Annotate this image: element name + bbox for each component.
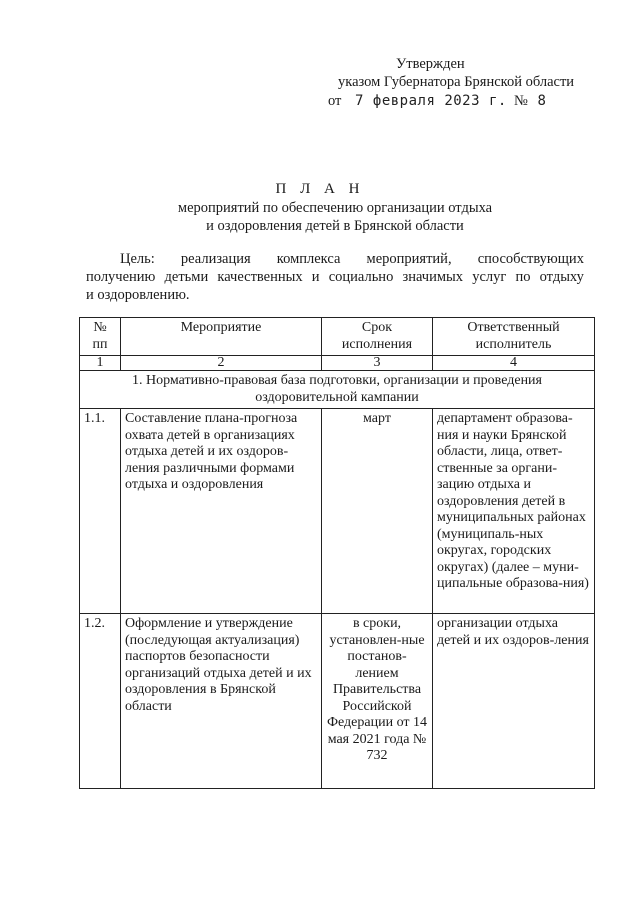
goal-word: получению [86,269,156,285]
table-row [80,614,595,789]
header-term-line1: Срок [361,320,393,335]
goal-line-2 [86,268,584,286]
header-num [80,318,121,356]
row-activity: Составление плана-прогноза охвата детей в организациях отдыха детей и их оздоров-ления различными формами отдыха и оздоровления [121,409,322,614]
approval-number-line [514,93,546,110]
goal-word: способствующих [477,251,584,267]
goal-word: значимых [402,269,464,285]
approval-number-label: № [514,93,528,109]
header-activity: Мероприятие [121,318,322,356]
goal-word: по [515,269,531,285]
header-responsible [433,318,595,356]
row-number: 1.2. [80,614,121,789]
header-num-line2: пп [92,336,108,352]
goal-paragraph [86,250,584,304]
header-term-line2: исполнения [341,336,413,352]
table-row [80,409,595,614]
row-number: 1.1. [80,409,121,614]
header-num-line1: № [93,320,107,335]
goal-word: мероприятий, [366,251,452,267]
table-section-row [80,371,595,409]
plan-table [79,317,595,789]
document-subtitle-line2: и оздоровления детей в Брянской области [206,218,464,234]
goal-word: услуг [472,269,507,285]
approval-decree: указом Губернатора Брянской области [338,74,575,90]
approval-number: 8 [537,93,547,109]
index-cell-2: 2 [121,356,322,371]
index-cell-3: 3 [322,356,433,371]
goal-line-3: и оздоровлению. [86,287,190,303]
goal-line-1 [86,250,584,268]
goal-word: реализация [180,251,251,267]
goal-word: и [311,269,320,285]
approval-title: Утвержден [396,56,465,72]
header-term [322,318,433,356]
row-activity: Оформление и утверждение (последующая актуализация) паспортов безопасности организаций отдыха детей и их оздоровления в Брянской области [121,614,322,789]
row-term: в сроки, установлен-ные постанов-лением Правительства Российской Федерации от 14 мая 2021 года № 732 [322,614,433,789]
document-subtitle-line1: мероприятий по обеспечению организации отдыха [177,200,493,216]
section-title-line1: 1. Нормативно-правовая база подготовки, организации и проведения [132,373,542,388]
goal-word: социально [328,269,394,285]
row-responsible: организации отдыха детей и их оздоров-ления [433,614,595,789]
goal-word: отдыху [539,269,584,285]
table-header-row [80,318,595,356]
row-responsible: департамент образова-ния и науки Брянской области, лица, ответ-ственные за органи-зацию отдыха и оздоровления детей в муниципальных районах (муниципаль-ных округах, городских округах) (далее – муни-ципальные образова-ния) [433,409,595,614]
approval-date-line [328,93,507,110]
index-cell-1: 1 [80,356,121,371]
header-resp-line1: Ответственный [467,320,560,335]
section-title-line2: оздоровительной кампании [255,389,419,405]
document-title: П Л А Н [275,181,365,197]
row-term: март [322,409,433,614]
goal-word: Цель: [120,251,155,267]
index-cell-4: 4 [433,356,595,371]
approval-from-label: от [328,93,342,109]
approval-date: 7 февраля 2023 г. [355,93,507,109]
goal-word: детьми [164,269,209,285]
table-index-row [80,356,595,371]
header-resp-line2: исполнитель [475,336,552,352]
goal-word: качественных [217,269,303,285]
section-title [80,371,595,409]
goal-word: комплекса [276,251,341,267]
